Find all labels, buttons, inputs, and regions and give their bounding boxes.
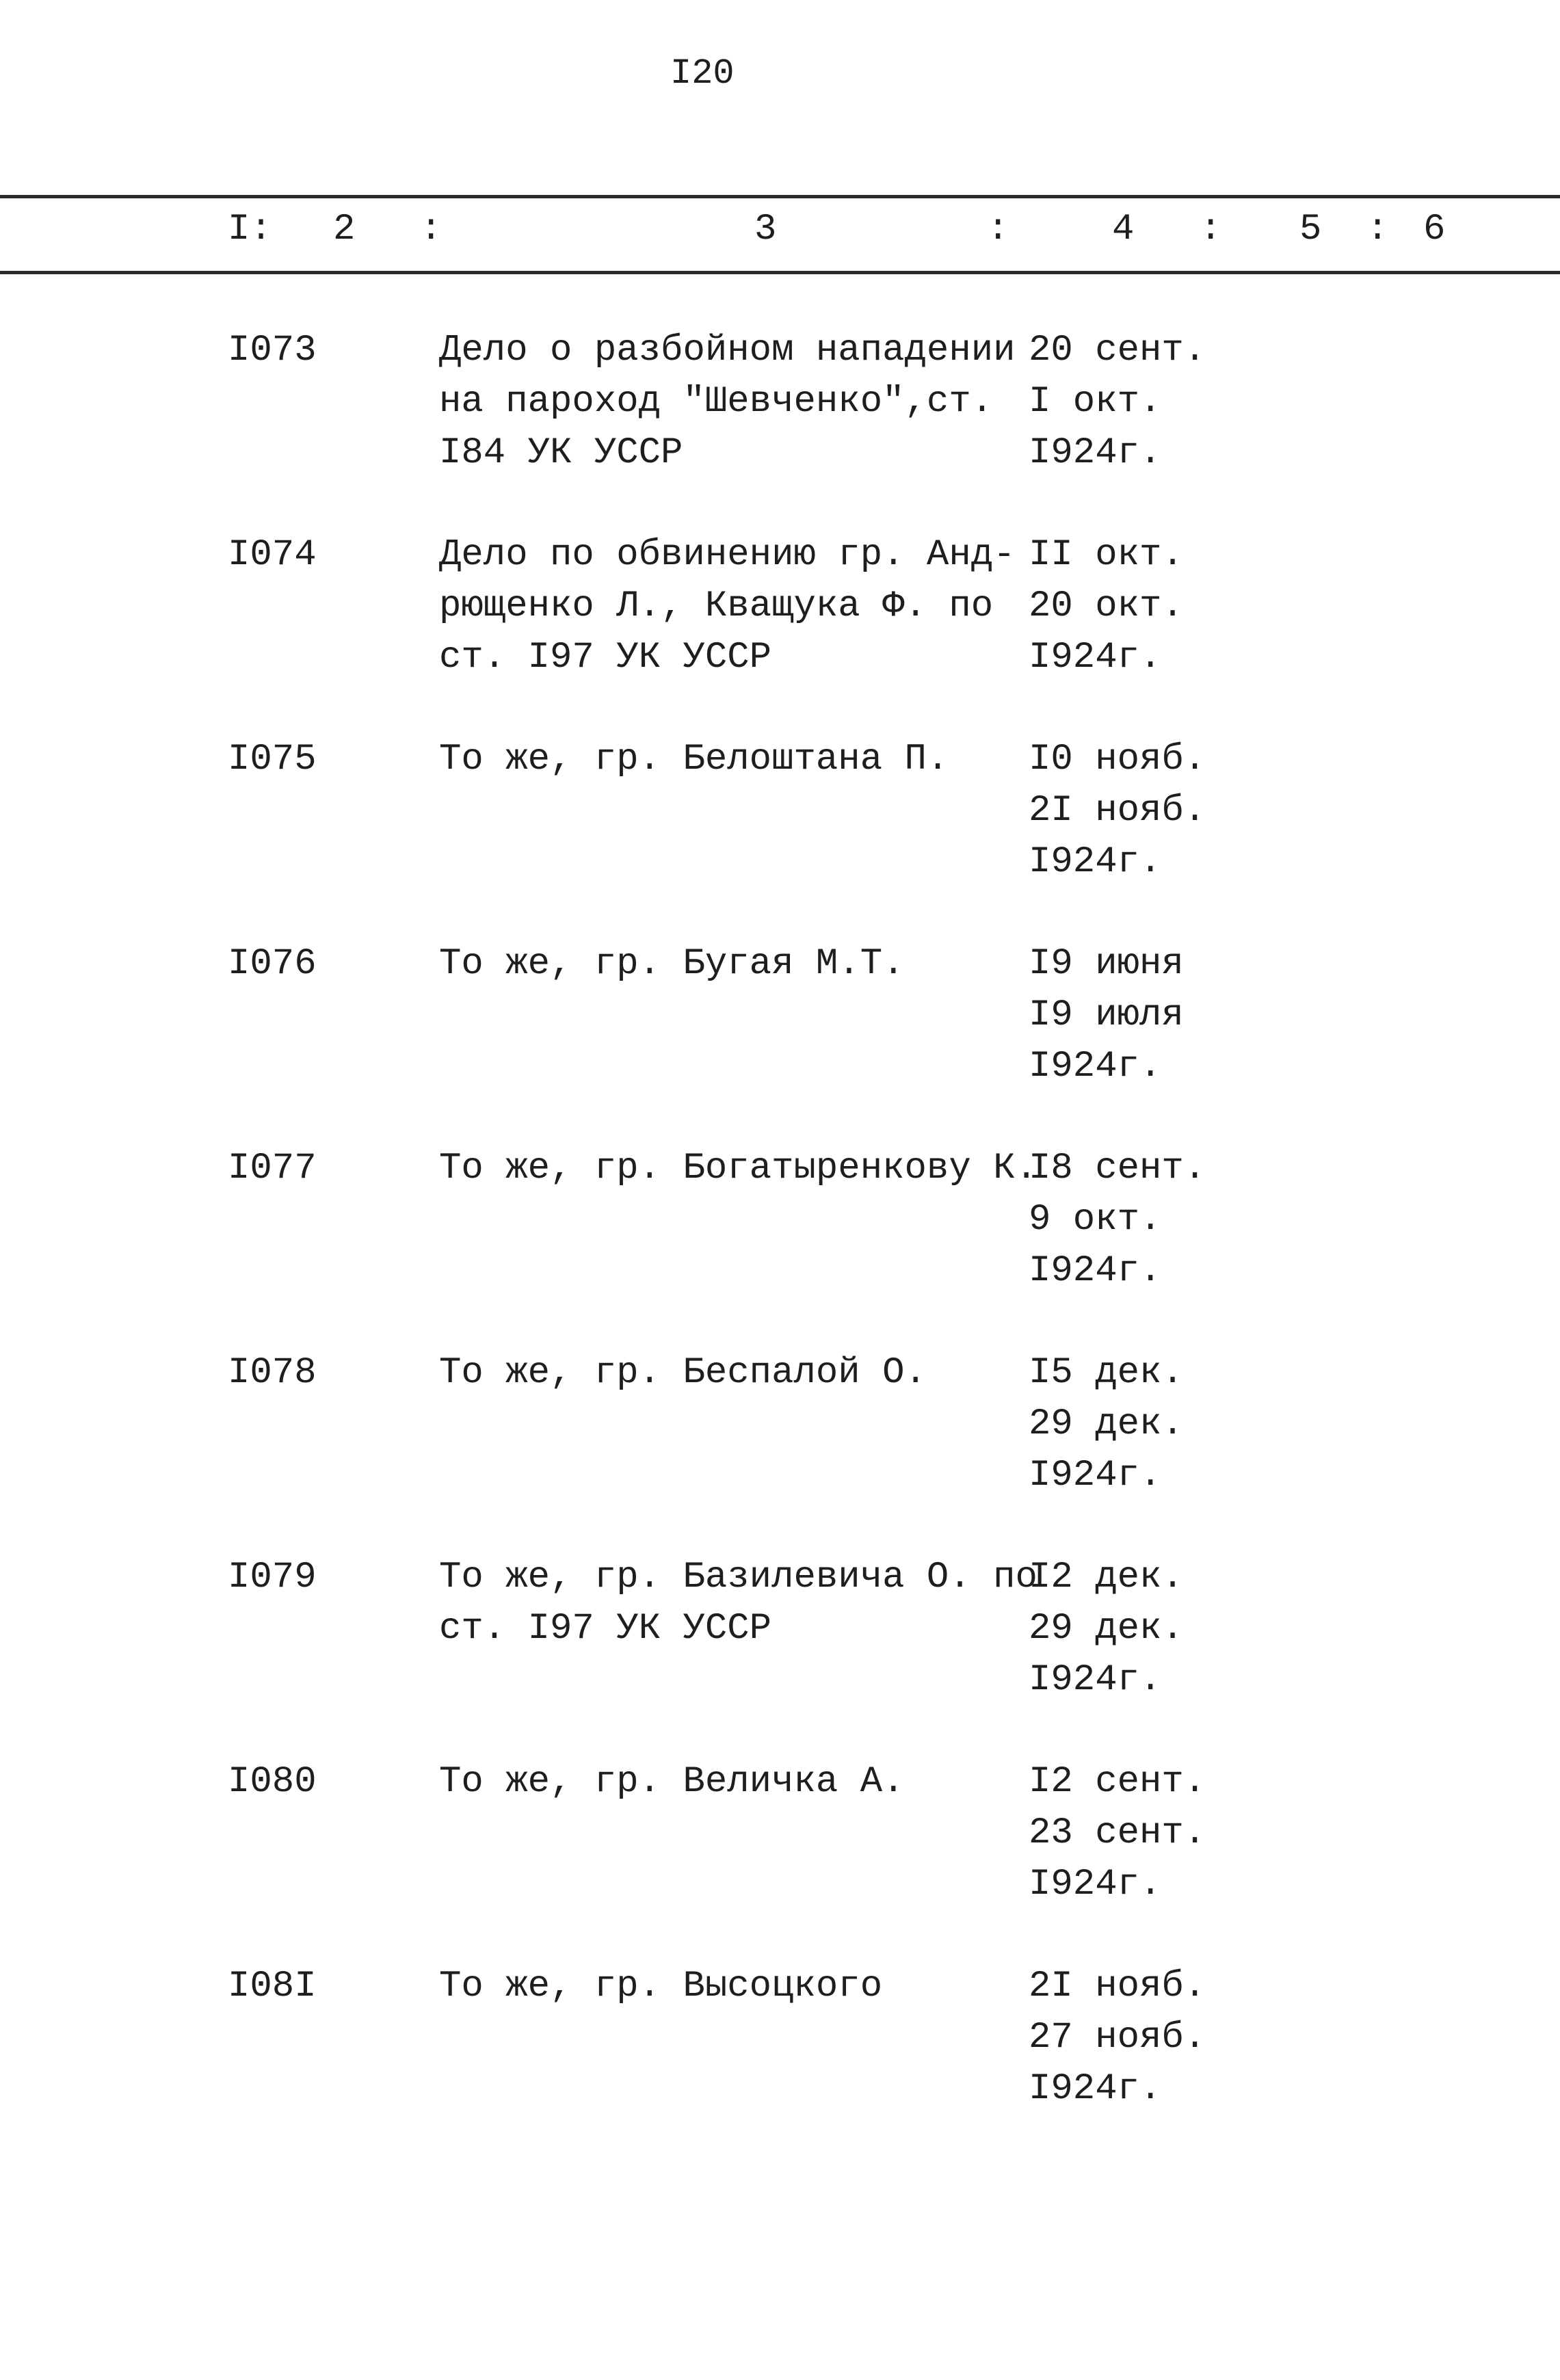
description-line: То же, гр. Базилевича О. по [439, 1557, 1037, 1598]
item-description [439, 325, 1027, 479]
header-separator: : [1366, 209, 1389, 250]
item-description [439, 1347, 1027, 1399]
item-dates [1029, 734, 1206, 888]
description-line: на пароход "Шевченко",ст. [439, 381, 994, 423]
item-number: I076 [228, 943, 317, 985]
date-line: I924г. [1029, 841, 1162, 883]
item-number: I073 [228, 330, 317, 371]
date-line: 29 дек. [1029, 1608, 1184, 1650]
list-item [0, 1961, 1560, 2111]
item-description [439, 734, 1027, 785]
date-line: 20 окт. [1029, 585, 1184, 627]
header-col-5: 5 [1299, 209, 1322, 250]
item-dates [1029, 529, 1184, 683]
date-line: I0 нояб. [1029, 739, 1206, 780]
item-dates [1029, 1756, 1206, 1910]
item-number: I075 [228, 739, 317, 780]
item-number: I08I [228, 1966, 317, 2007]
date-line: I2 дек. [1029, 1557, 1184, 1598]
page-number: I20 [670, 53, 735, 94]
date-line: 23 сент. [1029, 1812, 1206, 1854]
date-line: I9 июня [1029, 943, 1184, 985]
date-line: I924г. [1029, 1455, 1162, 1496]
list-item [0, 1552, 1560, 1702]
date-line: I924г. [1029, 432, 1162, 474]
description-line: То же, гр. Богатыренкову К. [439, 1148, 1037, 1189]
date-line: 29 дек. [1029, 1403, 1184, 1445]
description-line: Дело о разбойном нападении [439, 330, 1016, 371]
item-number: I080 [228, 1761, 317, 1803]
item-dates [1029, 1961, 1206, 2115]
date-line: I924г. [1029, 637, 1162, 678]
date-line: I9 июля [1029, 994, 1184, 1036]
header-separator: : [987, 209, 1009, 250]
item-description [439, 1756, 1027, 1808]
list-item [0, 1347, 1560, 1498]
date-line: 20 сент. [1029, 330, 1206, 371]
item-description [439, 1552, 1037, 1654]
header-col-6: 6 [1423, 209, 1446, 250]
list-item [0, 734, 1560, 884]
date-line: 27 нояб. [1029, 2017, 1206, 2059]
date-line: I2 сент. [1029, 1761, 1206, 1803]
list-item [0, 1756, 1560, 1907]
item-dates [1029, 1143, 1206, 1297]
header-separator: : [1200, 209, 1222, 250]
item-description [439, 1961, 1027, 2012]
header-top-rule [0, 195, 1560, 198]
description-line: То же, гр. Высоцкого [439, 1966, 883, 2007]
date-line: I5 дек. [1029, 1352, 1184, 1394]
date-line: I924г. [1029, 1659, 1162, 1701]
date-line: II окт. [1029, 534, 1184, 576]
date-line: I окт. [1029, 381, 1162, 423]
header-separator: : [420, 209, 442, 250]
item-description [439, 1143, 1037, 1194]
item-description [439, 938, 1027, 990]
list-item [0, 1143, 1560, 1293]
list-item [0, 529, 1560, 680]
description-line: То же, гр. Величка А. [439, 1761, 905, 1803]
description-line: I84 УК УССР [439, 432, 683, 474]
list-item [0, 938, 1560, 1089]
item-number: I079 [228, 1557, 317, 1598]
header-col-4: 4 [1112, 209, 1135, 250]
date-line: 9 окт. [1029, 1199, 1162, 1241]
description-line: То же, гр. Белоштана П. [439, 739, 949, 780]
item-number: I078 [228, 1352, 317, 1394]
item-dates [1029, 938, 1184, 1092]
item-number: I074 [228, 534, 317, 576]
description-line: ст. I97 УК УССР [439, 637, 772, 678]
header-col-2: 2 [333, 209, 356, 250]
description-line: рющенко Л., Кващука Ф. по [439, 585, 994, 627]
description-line: То же, гр. Беспалой О. [439, 1352, 927, 1394]
item-dates [1029, 1552, 1184, 1706]
header-bottom-rule [0, 271, 1560, 274]
date-line: I8 сент. [1029, 1148, 1206, 1189]
date-line: I924г. [1029, 1864, 1162, 1905]
date-line: I924г. [1029, 1046, 1162, 1087]
date-line: I924г. [1029, 1250, 1162, 1292]
date-line: 2I нояб. [1029, 1966, 1206, 2007]
header-col-1: I: [228, 209, 272, 250]
date-line: I924г. [1029, 2068, 1162, 2110]
header-col-3: 3 [754, 209, 777, 250]
item-number: I077 [228, 1148, 317, 1189]
description-line: То же, гр. Бугая М.Т. [439, 943, 905, 985]
item-dates [1029, 325, 1206, 479]
description-line: ст. I97 УК УССР [439, 1608, 772, 1650]
item-description [439, 529, 1027, 683]
item-dates [1029, 1347, 1184, 1501]
list-item [0, 325, 1560, 475]
description-line: Дело по обвинению гр. Анд- [439, 534, 1016, 576]
date-line: 2I нояб. [1029, 790, 1206, 832]
